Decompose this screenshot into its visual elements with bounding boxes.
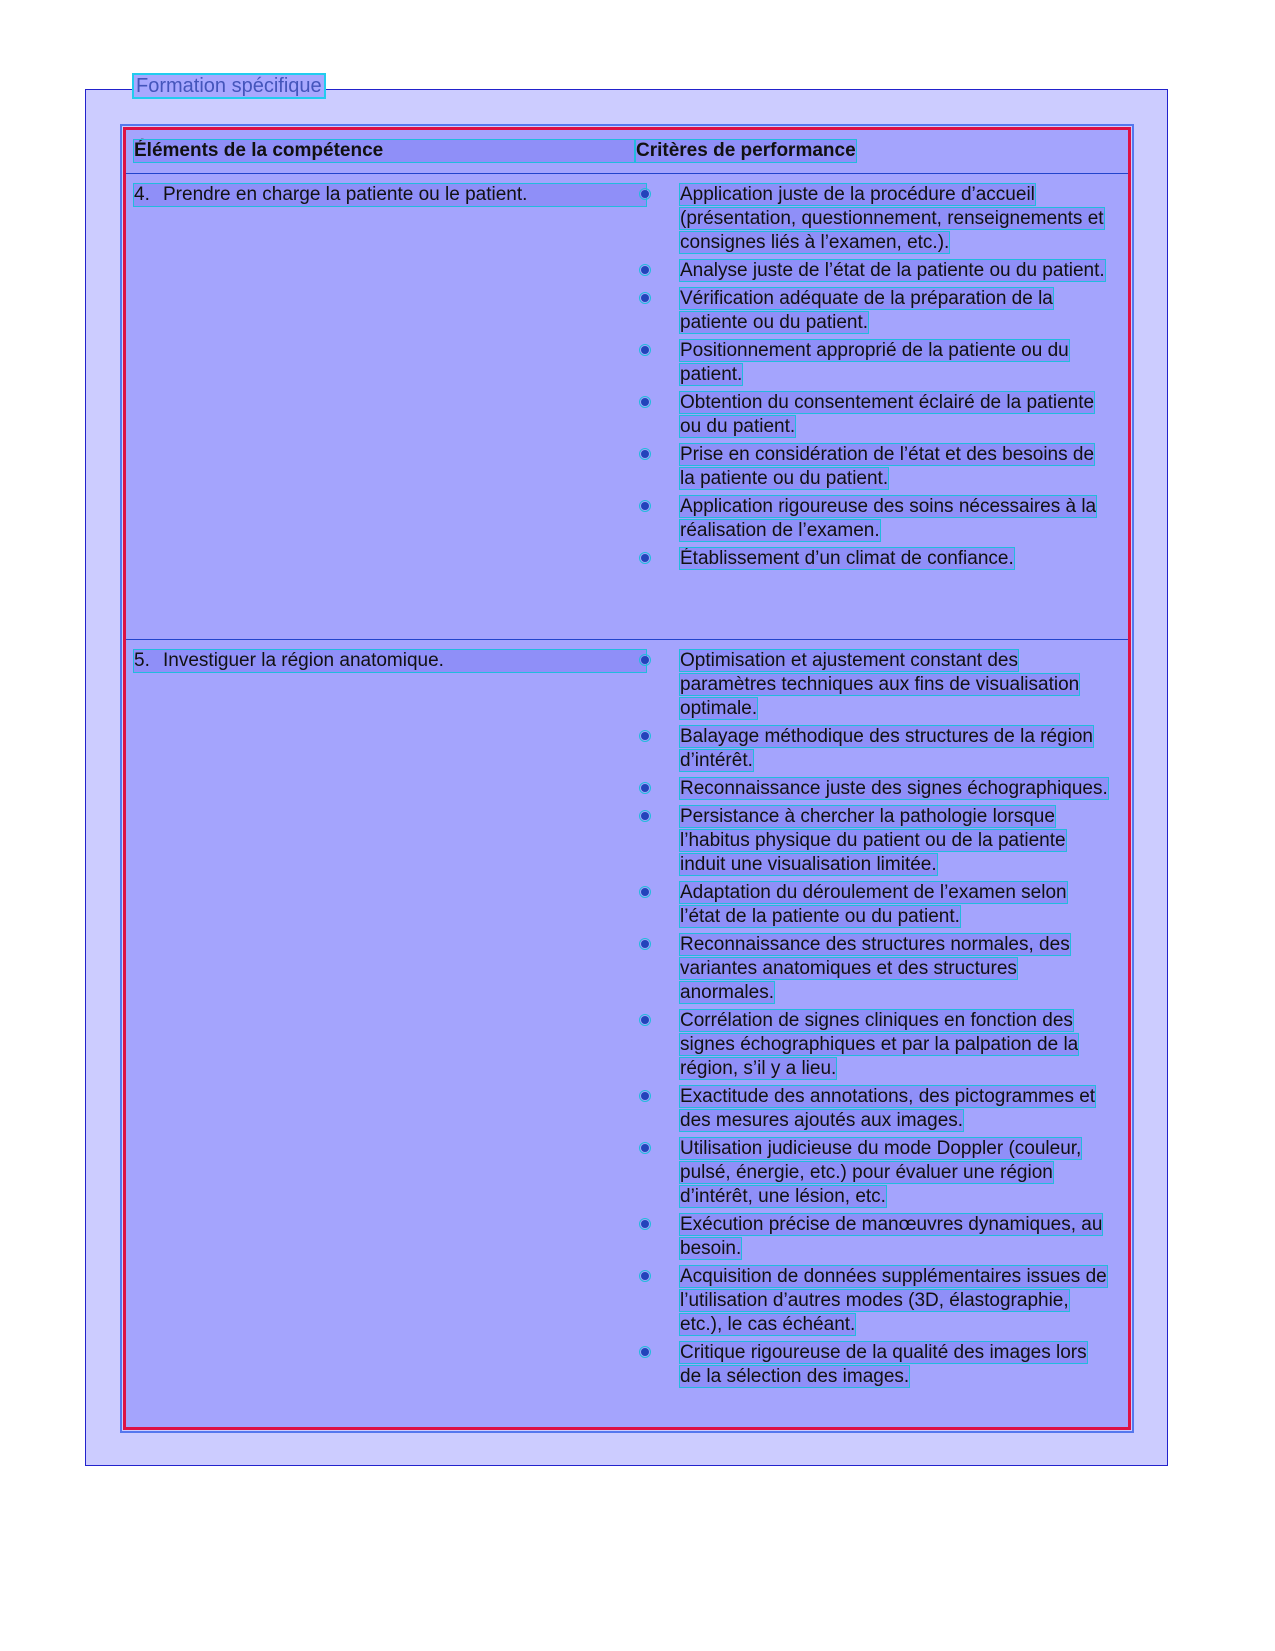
criterion-text: Application juste de la procédure d’accueil (présentation, questionnement, renseignements et consignes liés à l’examen, etc.). [680,184,1104,253]
criterion-item [641,287,1111,335]
criterion-item [641,881,1111,929]
criterion-text: Positionnement approprié de la patiente ou du patient. [680,340,1069,385]
element-number: 4. [134,184,150,205]
element-text: Investiguer la région anatomique. [163,650,444,671]
element-text: Prendre en charge la patiente ou le patient. [163,184,528,205]
criterion-item [641,933,1111,1005]
criterion-text: Exécution précise de manœuvres dynamiques, au besoin. [680,1214,1103,1259]
competence-element [134,650,646,672]
criterion-item [641,1265,1111,1337]
bullet-icon [641,266,649,274]
criterion-text: Persistance à chercher la pathologie lorsque l’habitus physique du patient ou de la patiente induit une visualisation limitée. [680,806,1066,875]
criterion-text: Application rigoureuse des soins nécessaires à la réalisation de l’examen. [680,496,1097,541]
bullet-icon [641,346,649,354]
criterion-item [641,547,1111,571]
criterion-text: Établissement d’un climat de confiance. [680,548,1014,569]
table-row-5 [126,641,1128,1427]
section-heading: Formation spécifique [136,75,322,97]
bullet-icon [641,1144,649,1152]
criterion-text: Corrélation de signes cliniques en fonction des signes échographiques et par la palpation de la région, s’il y a lieu. [680,1010,1079,1079]
column-header-criteria: Critères de performance [636,140,856,161]
criterion-item [641,391,1111,439]
bullet-icon [641,502,649,510]
bullet-icon [641,732,649,740]
bullet-icon [641,294,649,302]
bullet-icon [641,1272,649,1280]
criterion-text: Prise en considération de l’état et des besoins de la patiente ou du patient. [680,444,1095,489]
bullet-icon [641,398,649,406]
criterion-item [641,777,1111,801]
criterion-text: Optimisation et ajustement constant des paramètres techniques aux fins de visualisation optimale. [680,650,1080,719]
criteria-list [641,649,1111,1393]
criterion-text: Balayage méthodique des structures de la région d’intérêt. [680,726,1093,771]
criterion-text: Acquisition de données supplémentaires issues de l’utilisation d’autres modes (3D, élastographie, etc.), le cas échéant. [680,1266,1107,1335]
criterion-item [641,649,1111,721]
criterion-text: Reconnaissance des structures normales, des variantes anatomiques et des structures anormales. [680,934,1070,1003]
bullet-icon [641,190,649,198]
column-header-elements: Éléments de la compétence [134,140,634,162]
criterion-text: Utilisation judicieuse du mode Doppler (couleur, pulsé, énergie, etc.) pour évaluer une région d’intérêt, une lésion, etc. [680,1138,1082,1207]
criterion-item [641,805,1111,877]
criterion-text: Vérification adéquate de la préparation de la patiente ou du patient. [680,288,1053,333]
criterion-text: Analyse juste de l’état de la patiente ou du patient. [680,260,1105,281]
criterion-item [641,725,1111,773]
bullet-icon [641,940,649,948]
criterion-text: Obtention du consentement éclairé de la patiente ou du patient. [680,392,1095,437]
bullet-icon [641,656,649,664]
criterion-item [641,443,1111,491]
criterion-item [641,1137,1111,1209]
criterion-item [641,1085,1111,1133]
bullet-icon [641,784,649,792]
bullet-icon [641,812,649,820]
bullet-icon [641,554,649,562]
table-header [126,130,1128,174]
bullet-icon [641,1092,649,1100]
element-number: 5. [134,650,150,671]
competence-element [134,184,646,206]
criterion-item [641,1341,1111,1389]
criterion-item [641,259,1111,283]
criterion-text: Reconnaissance juste des signes échographiques. [680,778,1108,799]
bullet-icon [641,888,649,896]
criterion-item [641,183,1111,255]
criterion-text: Exactitude des annotations, des pictogrammes et des mesures ajoutés aux images. [680,1086,1096,1131]
bullet-icon [641,450,649,458]
criterion-item [641,339,1111,387]
bullet-icon [641,1016,649,1024]
bullet-icon [641,1348,649,1356]
criterion-item [641,1213,1111,1261]
criterion-item [641,495,1111,543]
competence-table [123,127,1131,1430]
criteria-list [641,183,1111,575]
criterion-text: Adaptation du déroulement de l’examen selon l’état de la patiente ou du patient. [680,882,1067,927]
table-row-4 [126,175,1128,640]
bullet-icon [641,1220,649,1228]
criterion-item [641,1009,1111,1081]
criterion-text: Critique rigoureuse de la qualité des images lors de la sélection des images. [680,1342,1087,1387]
